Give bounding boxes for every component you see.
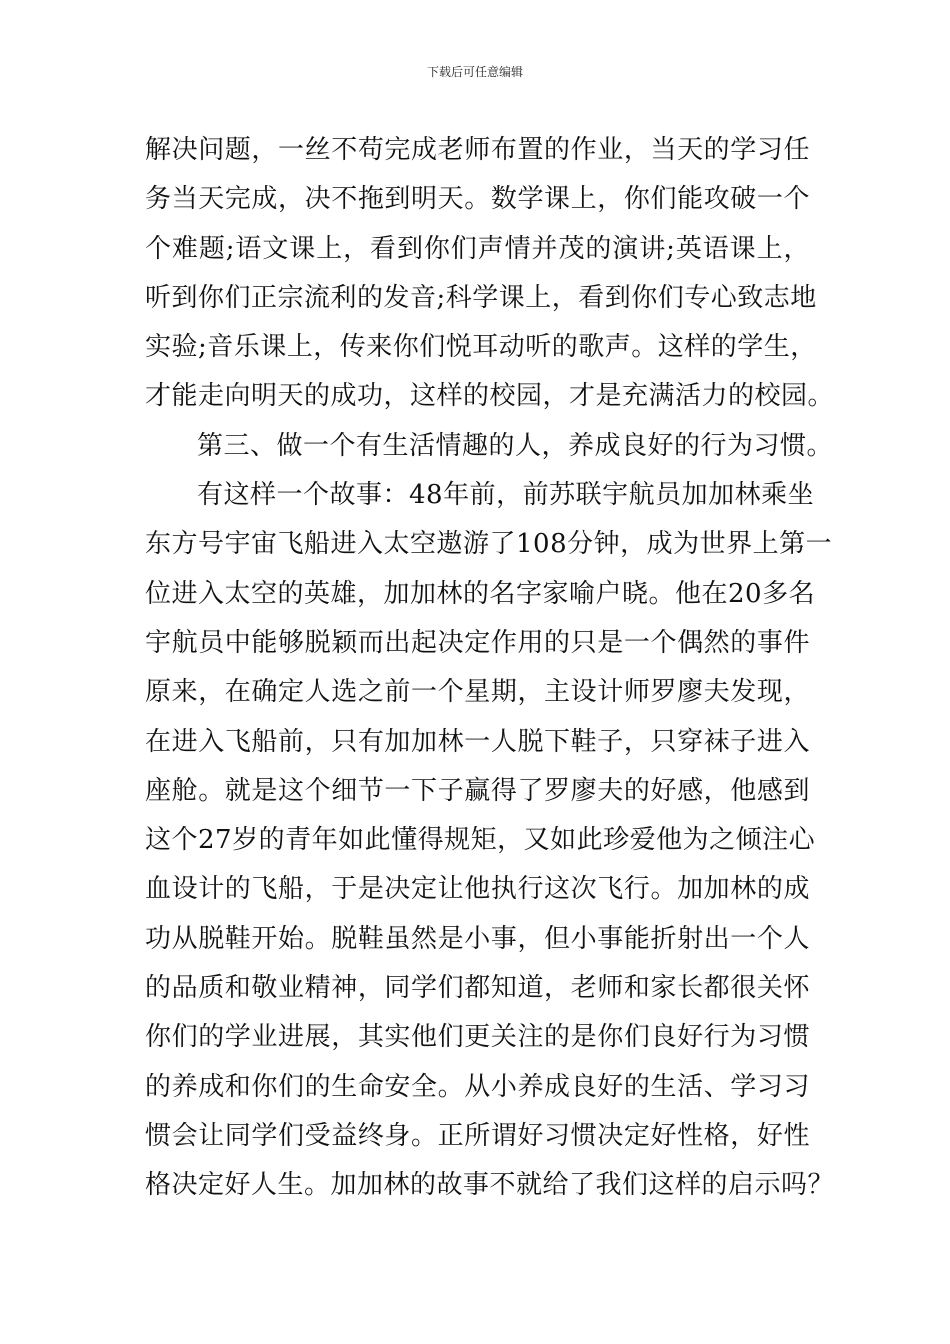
text-line: 个难题;语文课上，看到你们声情并茂的演讲;英语课上， [145,233,810,264]
text-line: 你们的学业进展，其实他们更关注的是你们良好行为习惯 [145,1022,810,1053]
text-line: 才能走向明天的成功，这样的校园，才是充满活力的校园。 [145,381,835,412]
text-line: 这个27岁的青年如此懂得规矩，又如此珍爱他为之倾注心 [145,825,816,856]
page-header: 下载后可任意编辑 [426,65,523,79]
text-line: 血设计的飞船，于是决定让他执行这次飞行。加加林的成 [145,874,810,905]
text-line: 原来，在确定人选之前一个星期，主设计师罗廖夫发现， [145,677,810,708]
text-line: 功从脱鞋开始。脱鞋虽然是小事，但小事能折射出一个人 [145,923,810,954]
text-line: 座舱。就是这个细节一下子赢得了罗廖夫的好感，他感到 [145,775,810,806]
text-line: 惯会让同学们受益终身。正所谓好习惯决定好性格，好性 [145,1120,810,1151]
text-line: 的养成和你们的生命安全。从小养成良好的生活、学习习 [145,1071,810,1102]
text-line: 务当天完成，决不拖到明天。数学课上，你们能攻破一个 [145,184,810,215]
text-line: 的品质和敬业精神，同学们都知道，老师和家长都很关怀 [145,973,810,1004]
text-line: 听到你们正宗流利的发音;科学课上，看到你们专心致志地 [145,282,817,313]
text-line: 有这样一个故事：48年前，前苏联宇航员加加林乘坐 [197,480,815,511]
text-line: 东方号宇宙飞船进入太空遨游了108分钟，成为世界上第一 [145,529,833,560]
text-line: 在进入飞船前，只有加加林一人脱下鞋子，只穿袜子进入 [145,726,810,757]
text-line: 位进入太空的英雄，加加林的名字家喻户晓。他在20多名 [145,578,816,609]
body-text [145,126,835,1211]
text-line: 解决问题，一丝不苟完成老师布置的作业，当天的学习任 [145,135,810,165]
section-heading: 第三、做一个有生活情趣的人，养成良好的行为习惯。 [197,430,834,461]
text-line: 实验;音乐课上，传来你们悦耳动听的歌声。这样的学生， [145,332,817,363]
paragraph [145,126,835,422]
paragraph [145,471,835,1210]
text-line: 格决定好人生。加加林的故事不就给了我们这样的启示吗？ [145,1170,835,1201]
text-line: 宇航员中能够脱颖而出起决定作用的只是一个偶然的事件 [145,627,810,658]
paragraph [145,422,834,471]
